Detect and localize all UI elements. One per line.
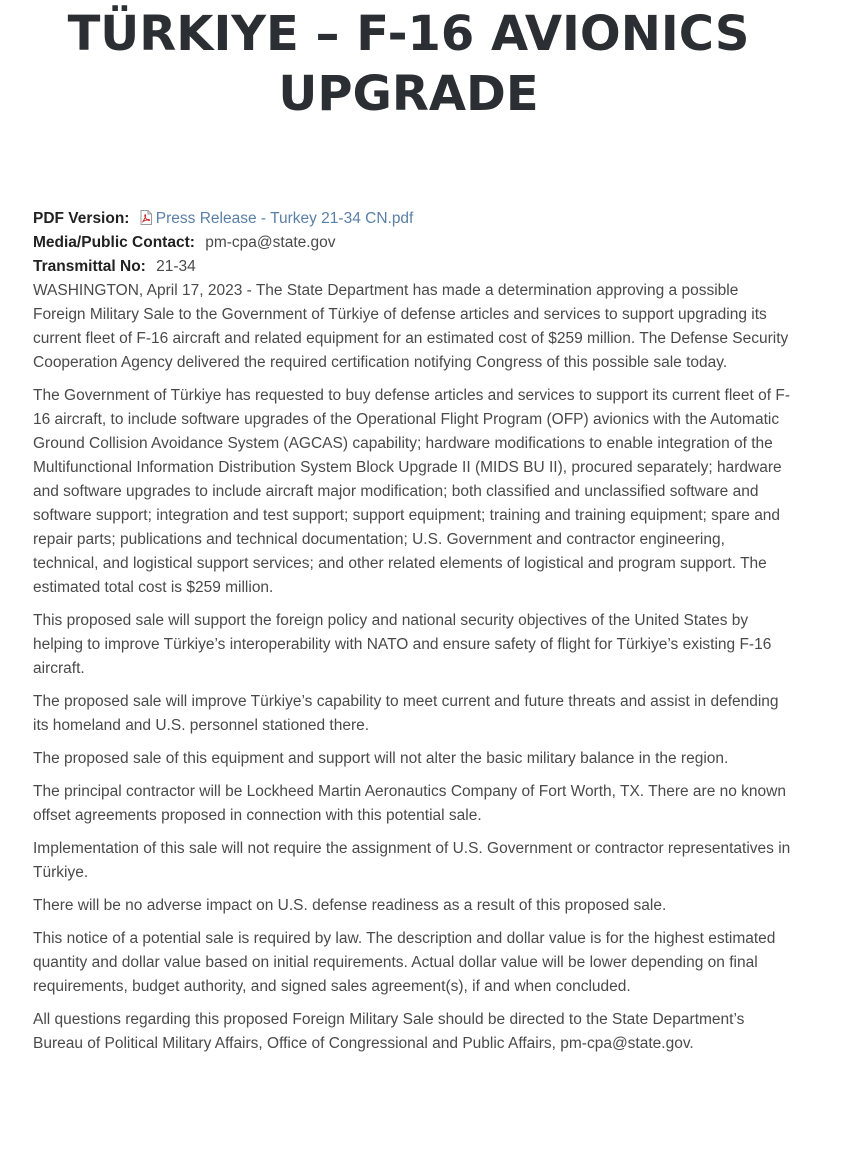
transmittal-value: 21-34 [156, 258, 196, 275]
body-paragraph: This notice of a potential sale is required by law. The description and dollar value is for the highest estimated quantity and dollar value based on initial requirements. Actual dollar value will be lower depending on final requirements, budget authority, and signed sales agreement(s), if and when concluded. [33, 930, 776, 995]
article-body [33, 207, 793, 1065]
page-title-line-1: TÜRKIYE – F-16 AVIONICS [67, 6, 750, 62]
transmittal-label: Transmittal No: [33, 258, 146, 275]
page-title-line-2: UPGRADE [278, 66, 539, 122]
body-paragraph: Implementation of this sale will not require the assignment of U.S. Government or contractor representatives in Türkiye. [33, 840, 791, 881]
contact-value: pm-cpa@state.gov [205, 234, 336, 251]
body-paragraph: The principal contractor will be Lockheed Martin Aeronautics Company of Fort Worth, TX. There are no known offset agreements proposed in connection with this potential sale. [33, 783, 786, 824]
pdf-version-row [33, 207, 793, 231]
pdf-link-text: Press Release - Turkey 21-34 CN.pdf [155, 210, 414, 227]
page-title [0, 4, 817, 124]
pdf-version-label: PDF Version: [33, 210, 130, 227]
body-paragraph: The Government of Türkiye has requested to buy defense articles and services to support its current fleet of F-16 aircraft, to include software upgrades of the Operational Flight Program (OFP) avionics with the Automatic Ground Collision Avoidance System (AGCAS) capability; hardware modifications to enable integration of the Multifunctional Information Distribution System Block Upgrade II (MIDS BU II), procured separately; hardware and software upgrades to include aircraft major modification; both classified and unclassified software and software support; integration and test support; support equipment; training and training equipment; spare and repair parts; publications and technical documentation; U.S. Government and contractor engineering, technical, and logistical support services; and other related elements of logistical and program support. The estimated total cost is $259 million. [33, 387, 791, 596]
contact-label: Media/Public Contact: [33, 234, 195, 251]
contact-row [33, 231, 793, 255]
body-paragraph: This proposed sale will support the foreign policy and national security objectives of the United States by helping to improve Türkiye’s interoperability with NATO and ensure safety of flight for Türkiye’s existing F-16 aircraft. [33, 612, 772, 677]
body-paragraph: The proposed sale of this equipment and support will not alter the basic military balance in the region. [33, 750, 729, 767]
pdf-download-link[interactable] [140, 210, 414, 227]
body-paragraph: All questions regarding this proposed Foreign Military Sale should be directed to the State Department’s Bureau of Political Military Affairs, Office of Congressional and Public Affairs, pm-cpa@state.gov. [33, 1011, 745, 1052]
body-paragraph: There will be no adverse impact on U.S. defense readiness as a result of this proposed sale. [33, 897, 667, 914]
body-paragraph: The proposed sale will improve Türkiye’s capability to meet current and future threats and assist in defending its homeland and U.S. personnel stationed there. [33, 693, 779, 734]
pdf-file-icon [140, 210, 152, 225]
body-paragraph: WASHINGTON, April 17, 2023 - The State Department has made a determination approving a possible Foreign Military Sale to the Government of Türkiye of defense articles and services to support upgrading its current fleet of F-16 aircraft and related equipment for an estimated cost of $259 million. The Defense Security Cooperation Agency delivered the required certification notifying Congress of this possible sale today. [33, 282, 789, 371]
transmittal-row [33, 255, 793, 279]
